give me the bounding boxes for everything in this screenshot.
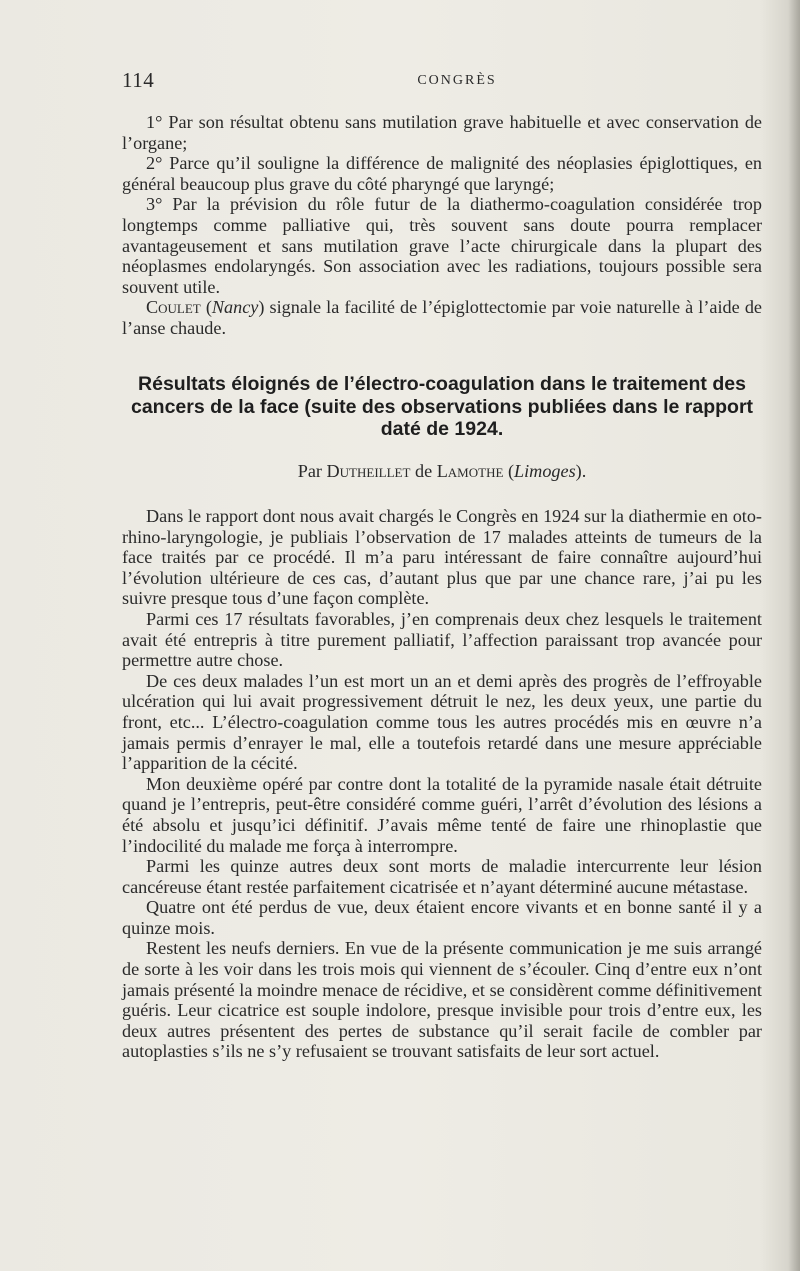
author-city: Limoges: [514, 461, 576, 481]
paragraph: Mon deuxième opéré par contre dont la totalité de la pyramide nasale était détruite quand je l’entrepris, peut-être considéré comme guéri, l’arrêt d’évolution des lésions a été absolu et jusqu’ici définitif. J’avais même tenté de faire une rhinoplastie que l’indocilité du malade me força à interrompre.: [122, 773, 762, 856]
paragraph: 3° Par la prévision du rôle futur de la diathermo-coagulation considérée trop longtemps comme palliative qui, très souvent sans doute pourra remplacer avantageusement et sans mutilation grave l’acte chirurgicale dans la plupart des néoplasmes endolaryngés. Son association avec les radiations, toujours possible sera souvent utile.: [122, 194, 762, 297]
author-particle: de: [414, 461, 433, 481]
author-name: Dutheillet: [326, 461, 411, 481]
paragraph: De ces deux malades l’un est mort un an et demi après des progrès de l’effroyable ulcération qui lui avait progressivement détruit le nez, les deux yeux, une partie du front, etc... L’électro-coagulation comme tous les autres procédés mis en œuvre n’a jamais permis d’enrayer le mal, elle a toutefois retardé dans une mesure appréciable l’apparition de la cécité.: [122, 670, 762, 774]
previous-article-conclusion: [122, 112, 762, 339]
paragraph-coulet: Coulet (Nancy) signale la facilité de l’épiglottectomie par voie naturelle à l’aide de l’anse chaude.: [122, 297, 762, 338]
paragraph: Quatre ont été perdus de vue, deux étaient encore vivants et en bonne santé il y a quinze mois.: [122, 897, 762, 938]
author-prefix: Par: [297, 461, 322, 481]
page-number: 114: [122, 68, 155, 92]
paragraph: 2° Parce qu’il souligne la différence de malignité des néoplasies épiglottiques, en général beaucoup plus grave du côté pharyngé que laryngé;: [122, 153, 762, 194]
paragraph: Dans le rapport dont nous avait chargés le Congrès en 1924 sur la diathermie en oto-rhino-laryngologie, je publiais l’observation de 17 malades atteints de tumeurs de la face traités par ce procédé. Il m’a paru intéressant de faire connaître aujourd’hui l’évolution ultérieure de ces cas, d’autant plus que par une chance rare, j’ai pu les suivre presque tous d’une façon complète.: [122, 506, 762, 609]
paragraph: Restent les neufs derniers. En vue de la présente communication je me suis arrangé de sorte à les voir dans les trois mois qui viennent de s’écouler. Cinq d’entre eux n’ont jamais présenté la moindre menace de récidive, et se considèrent comme définitivement guéris. Leur cicatrice est souple indolore, presque invisible pour trois d’entre eux, les deux autres présentent des pertes de substance qu’il serait facile de combler par autoplasties s’ils ne s’y refusaient se trouvant satisfaits de leur sort actuel.: [122, 938, 762, 1062]
article-author: Par Dutheillet de Lamothe (Limoges).: [297, 461, 587, 481]
speaker-remark: signale la facilité de l’épiglottectomie par voie naturelle à l’aide de l’anse chaude.: [122, 297, 762, 338]
speaker-city: Nancy: [211, 297, 259, 318]
speaker-name: Coulet: [146, 297, 201, 318]
paragraph: 1° Par son résultat obtenu sans mutilation grave habituelle et avec conservation de l’organe;: [122, 112, 762, 153]
running-title: CONGRÈS: [417, 73, 497, 88]
article-body: [122, 506, 762, 1062]
page-header: [122, 68, 762, 98]
article-title: Résultats éloignés de l’électro-coagulation dans le traitement des cancers de la face (suite des observations publiées dans le rapport daté de 1924.: [130, 373, 754, 440]
page-edge-shadow: [788, 0, 800, 1271]
paragraph: Parmi les quinze autres deux sont morts de maladie intercurrente leur lésion cancéreuse étant restée parfaitement cicatrisée et n’ayant déterminé aucune métastase.: [122, 856, 762, 897]
paragraph: Parmi ces 17 résultats favorables, j’en comprenais deux chez lesquels le traitement avait été entrepris à titre purement palliatif, l’affection paraissant trop avancée pour permettre autre chose.: [122, 608, 762, 671]
author-surname: Lamothe: [436, 461, 504, 481]
